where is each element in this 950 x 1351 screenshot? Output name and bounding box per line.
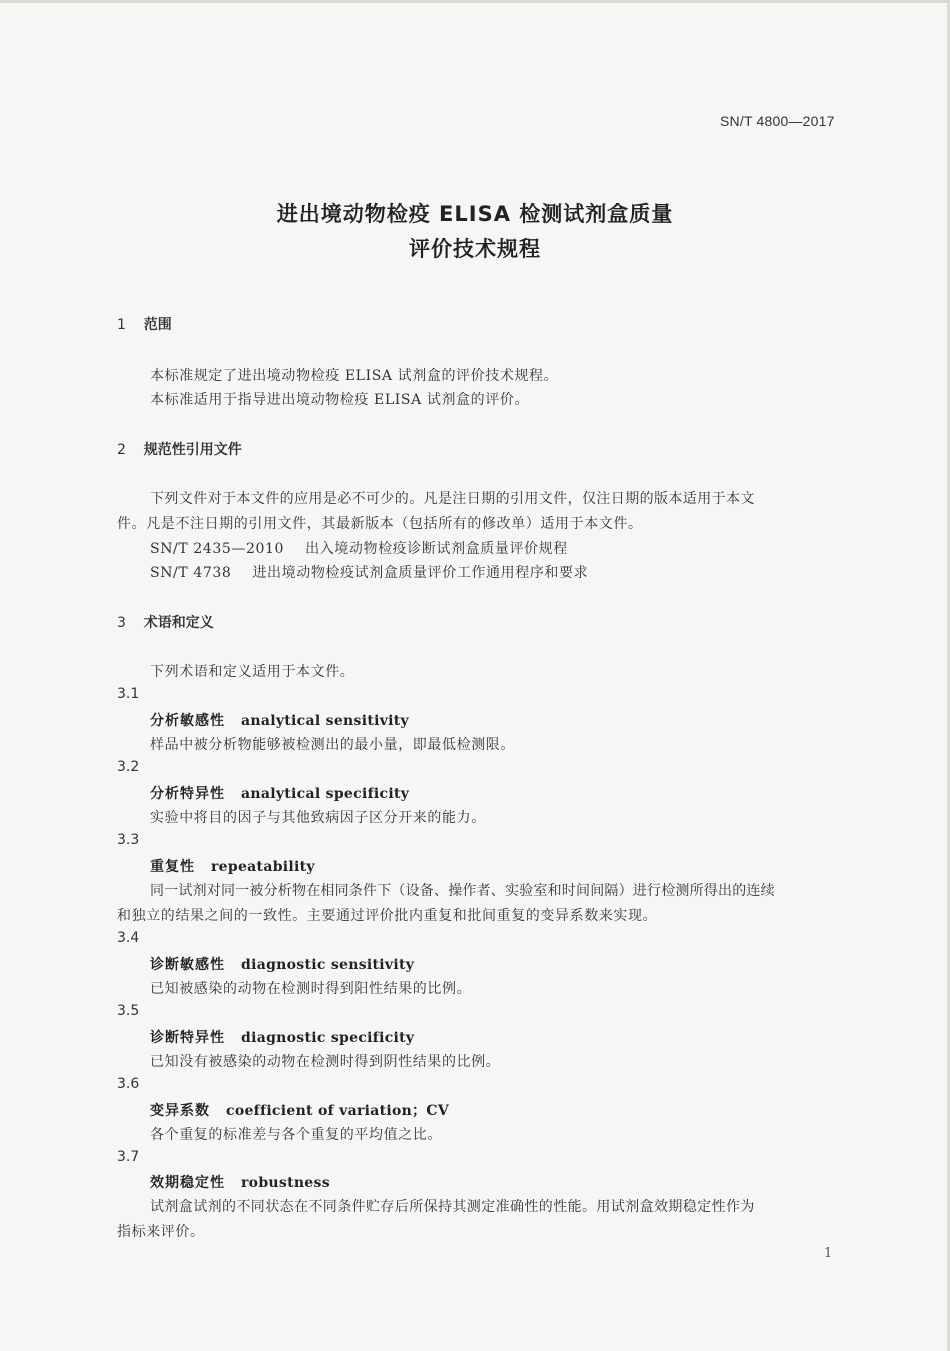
term-zh: 重复性 (150, 859, 195, 875)
term-en: analytical specificity (241, 786, 410, 802)
term-definition: 已知没有被感染的动物在检测时得到阴性结果的比例。 (150, 1054, 501, 1070)
term-heading (150, 1172, 330, 1192)
term-heading (150, 1100, 449, 1120)
paragraph: 本标准适用于指导进出境动物检疫 ELISA 试剂盒的评价。 (150, 392, 530, 408)
term-heading (150, 783, 409, 803)
term-en: robustness (241, 1175, 330, 1191)
term-heading (150, 710, 409, 730)
section-title: 范围 (143, 317, 172, 333)
section-heading (117, 612, 214, 632)
reference-title: 进出境动物检疫试剂盒质量评价工作通用程序和要求 (252, 565, 589, 581)
term-zh: 分析特异性 (150, 786, 225, 802)
scan-edge-top (0, 0, 950, 3)
term-definition: 各个重复的标准差与各个重复的平均值之比。 (150, 1127, 442, 1143)
term-heading (150, 1027, 414, 1047)
term-zh: 效期稳定性 (150, 1175, 225, 1191)
paragraph: 下列文件对于本文件的应用是必不可少的。凡是注日期的引用文件，仅注日期的版本适用于本文 (150, 491, 755, 507)
reference-code: SN/T 4738 (150, 565, 232, 581)
term-zh: 诊断敏感性 (150, 957, 225, 973)
section-title: 规范性引用文件 (143, 442, 242, 458)
section-number: 2 (117, 442, 126, 458)
term-number: 3.4 (117, 930, 140, 946)
term-definition: 已知被感染的动物在检测时得到阳性结果的比例。 (150, 981, 472, 997)
term-en: analytical sensitivity (241, 713, 409, 729)
term-definition: 实验中将目的因子与其他致病因子区分开来的能力。 (150, 810, 486, 826)
paragraph: 件。凡是不注日期的引用文件，其最新版本（包括所有的修改单）适用于本文件。 (117, 516, 643, 532)
term-heading (150, 856, 315, 876)
reference-title: 出入境动物检疫诊断试剂盒质量评价规程 (305, 541, 568, 557)
reference-item (150, 562, 588, 582)
term-definition: 试剂盒试剂的不同状态在不同条件贮存后所保持其测定准确性的性能。用试剂盒效期稳定性作为 (150, 1199, 755, 1215)
term-number: 3.5 (117, 1003, 140, 1019)
term-zh: 诊断特异性 (150, 1030, 225, 1046)
section-heading (117, 439, 242, 459)
term-number: 3.7 (117, 1149, 140, 1165)
reference-item (150, 538, 568, 558)
page-number: 1 (824, 1246, 833, 1261)
term-definition: 和独立的结果之间的一致性。主要通过评价批内重复和批间重复的变异系数来实现。 (117, 908, 658, 924)
reference-code: SN/T 2435—2010 (150, 541, 285, 557)
term-en: diagnostic specificity (241, 1030, 415, 1046)
term-number: 3.1 (117, 686, 140, 702)
term-number: 3.2 (117, 759, 140, 775)
document-title-line1: 进出境动物检疫 ELISA 检测试剂盒质量 (276, 202, 674, 226)
term-en: coefficient of variation；CV (226, 1103, 450, 1119)
term-definition: 同一试剂对同一被分析物在相同条件下（设备、操作者、实验室和时间间隔）进行检测所得出的连续 (150, 883, 775, 899)
term-zh: 分析敏感性 (150, 713, 225, 729)
paragraph: 本标准规定了进出境动物检疫 ELISA 试剂盒的评价技术规程。 (150, 368, 559, 384)
term-en: diagnostic sensitivity (241, 957, 415, 973)
standard-code: SN/T 4800—2017 (720, 113, 835, 129)
term-number: 3.3 (117, 832, 140, 848)
section-heading (117, 314, 172, 334)
term-zh: 变异系数 (150, 1103, 210, 1119)
section-title: 术语和定义 (143, 615, 214, 631)
term-number: 3.6 (117, 1076, 140, 1092)
paragraph: 下列术语和定义适用于本文件。 (150, 664, 355, 680)
section-number: 3 (117, 615, 126, 631)
term-definition: 样品中被分析物能够被检测出的最小量，即最低检测限。 (150, 737, 515, 753)
term-definition: 指标来评价。 (117, 1224, 205, 1240)
section-number: 1 (117, 317, 126, 333)
term-heading (150, 954, 414, 974)
term-en: repeatability (211, 859, 315, 875)
document-title-line2: 评价技术规程 (409, 237, 541, 261)
